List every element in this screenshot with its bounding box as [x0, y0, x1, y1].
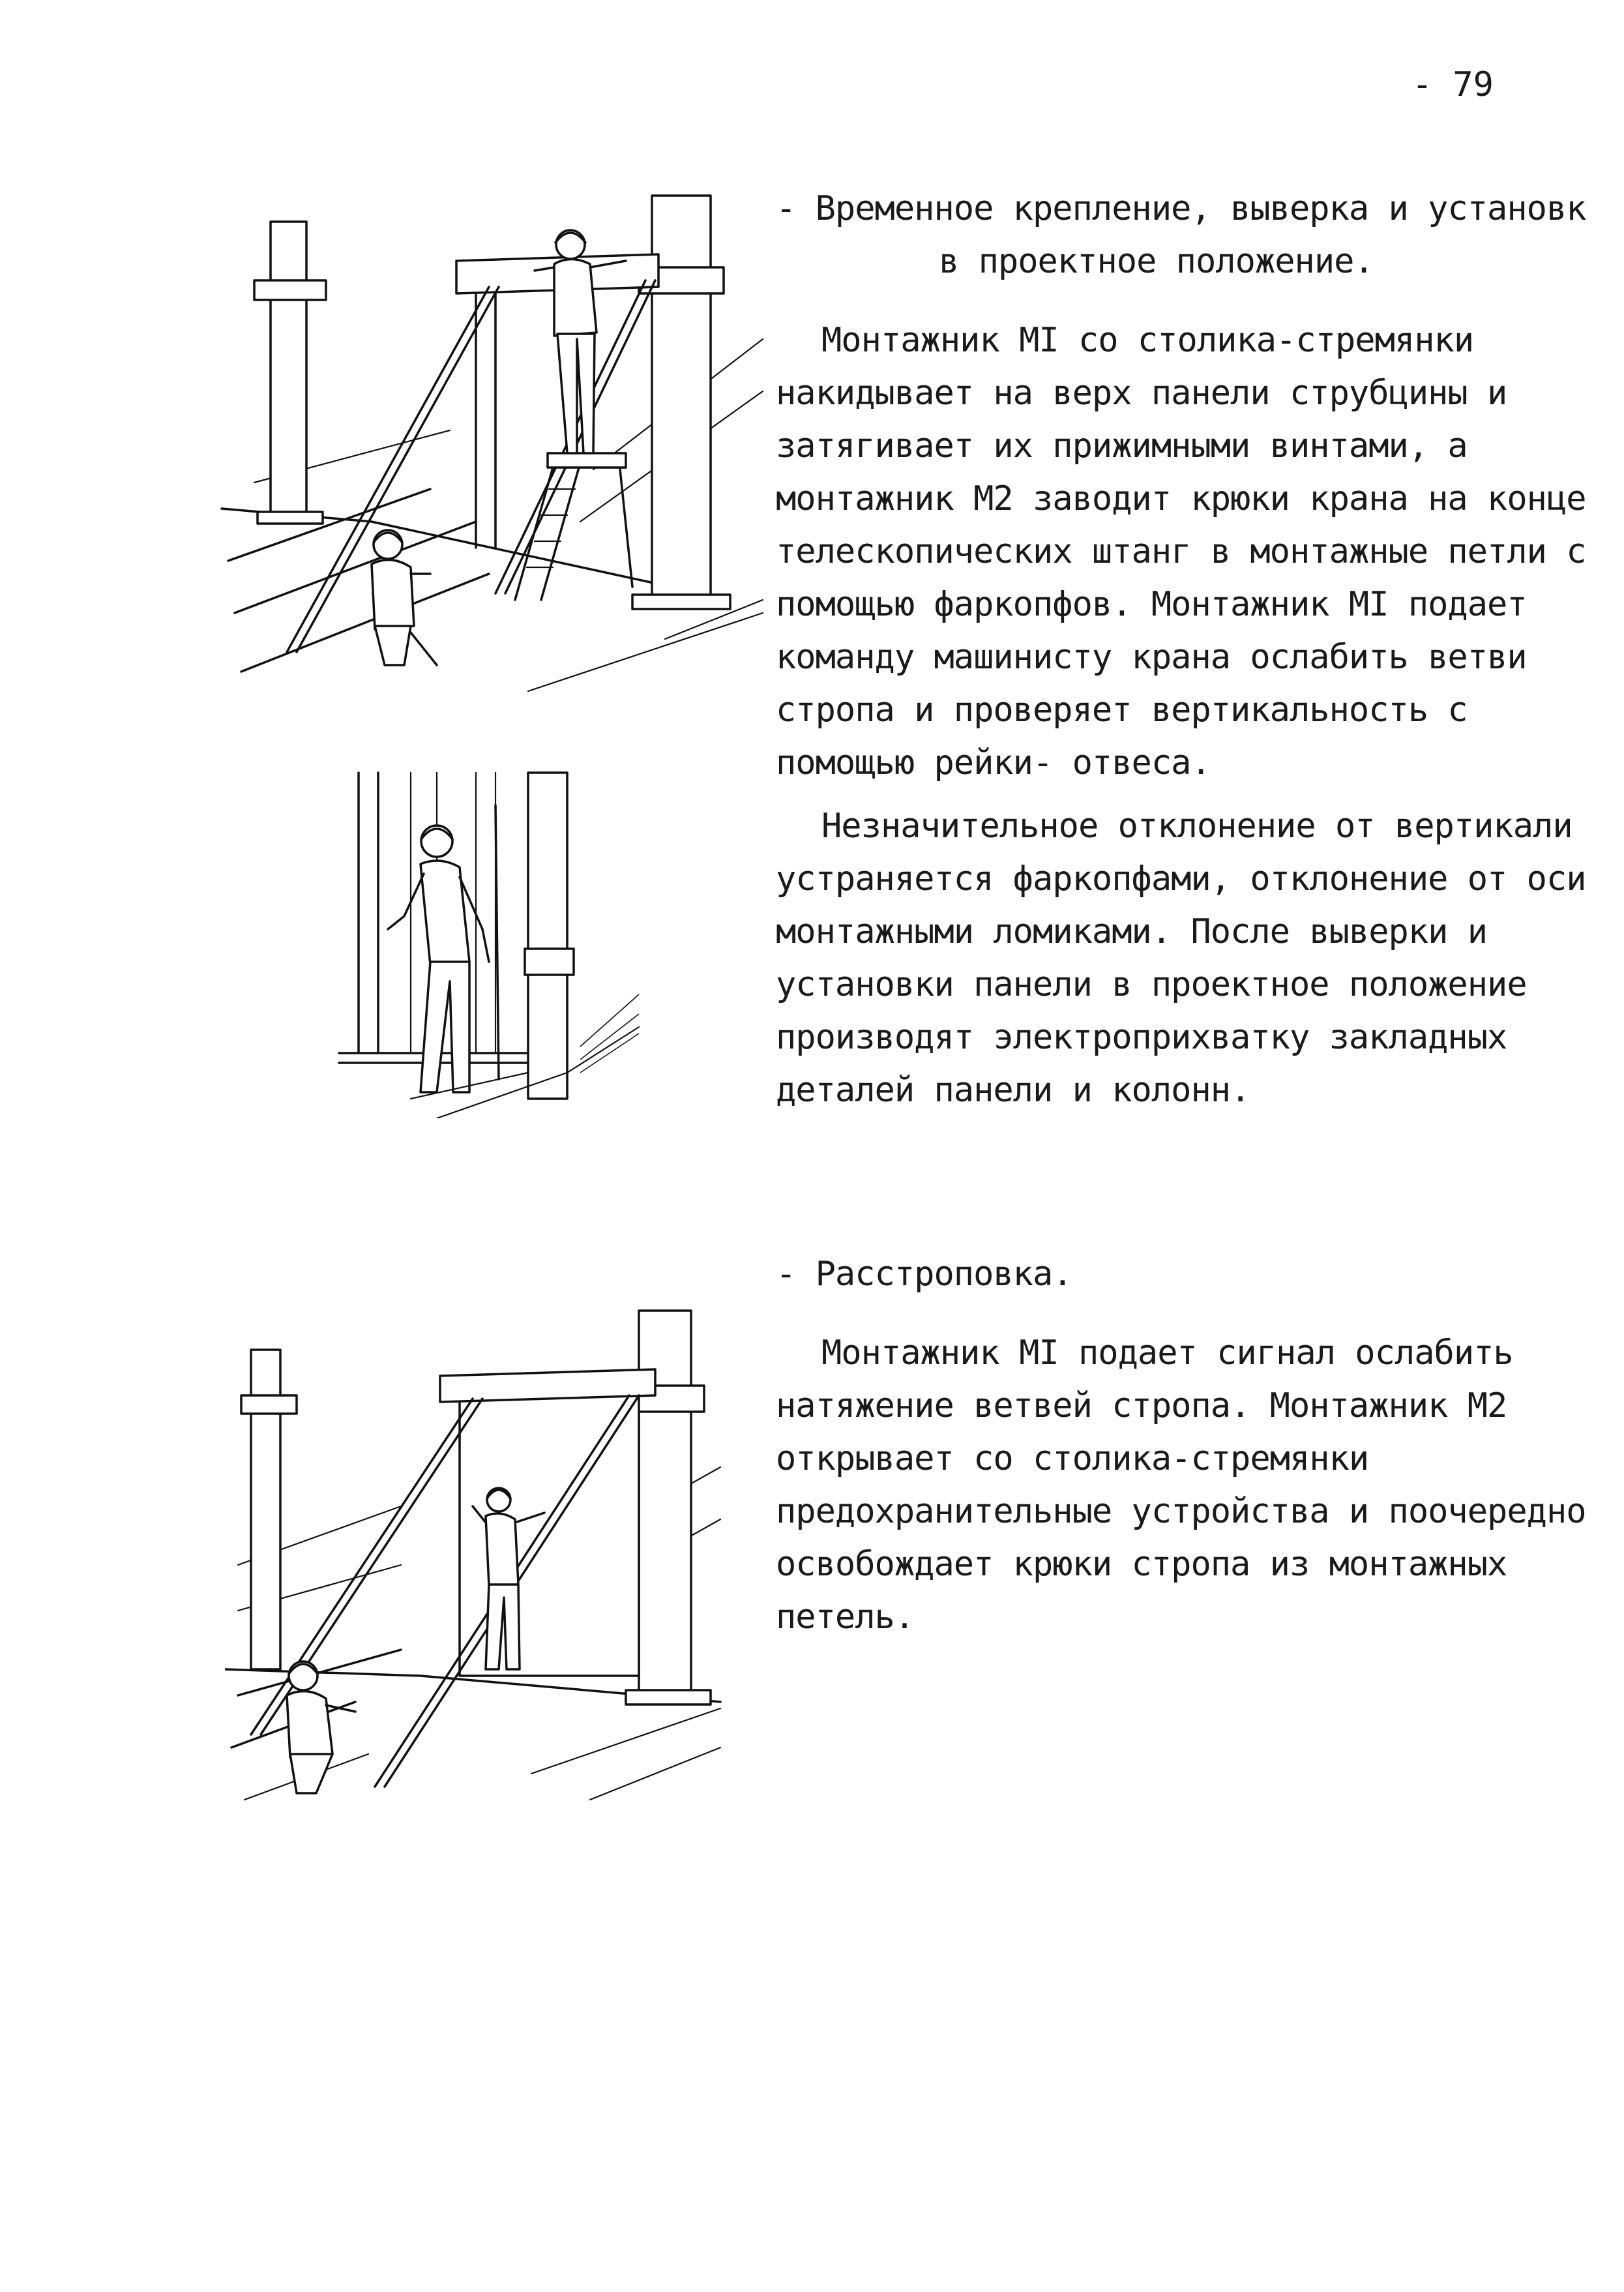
paragraph-temporary-fixing: Монтажник MI со столика-стремянки накидывает на верх панели струбцины и затягивает их прижимными винтами, а монтажник M2 заводит крюки крана на конце телескопических штанг в монтажные петли с помощью фаркопфов. Монтажник MI подает команду машинисту крана ослабить ветви стропа и проверяет вертикальность с помощью рейки- отвеса.	[776, 321, 1586, 782]
column	[528, 773, 567, 1099]
illustration-temporary-fixing	[215, 183, 769, 704]
illustration-verticality-check-drawing	[332, 766, 645, 1118]
section-gap	[776, 1127, 1623, 1248]
section-heading-temporary-fixing: - Временное крепление, выверка и установк	[776, 189, 1586, 228]
paragraph-unslinging: Монтажник MI подает сигнал ослабить натяжение ветвей стропа. Монтажник M2 открывает со столика-стремянки предохранительные устройства и поочередно освобождает крюки стропа из монтажных петель.	[776, 1333, 1586, 1637]
column-left	[271, 222, 306, 515]
section-subheading: в проектное положение.	[939, 242, 1374, 281]
section-heading-unslinging: - Расстроповка.	[776, 1255, 1072, 1294]
illustration-unslinging-drawing	[225, 1304, 733, 1813]
page-number: - 79	[1411, 65, 1494, 104]
column-right	[652, 196, 711, 600]
strut-left	[251, 1399, 473, 1734]
panel-top-beam	[440, 1369, 655, 1402]
paragraph-deviation: Незначительное отклонение от вертикали устраняется фаркопфами, отклонение от оси монтажными ломиками. После выверки и установки панели в проектное положение производят электроприхватку закладных деталей панели и колонн.	[776, 807, 1586, 1110]
text-column	[776, 183, 1623, 1654]
worker-m1-kneeling	[287, 1661, 355, 1793]
illustration-verticality-check	[332, 766, 645, 1118]
step-ladder	[515, 453, 632, 600]
illustration-unslinging	[225, 1304, 733, 1813]
column-right	[639, 1311, 691, 1695]
illustration-temporary-fixing-drawing	[215, 183, 769, 704]
